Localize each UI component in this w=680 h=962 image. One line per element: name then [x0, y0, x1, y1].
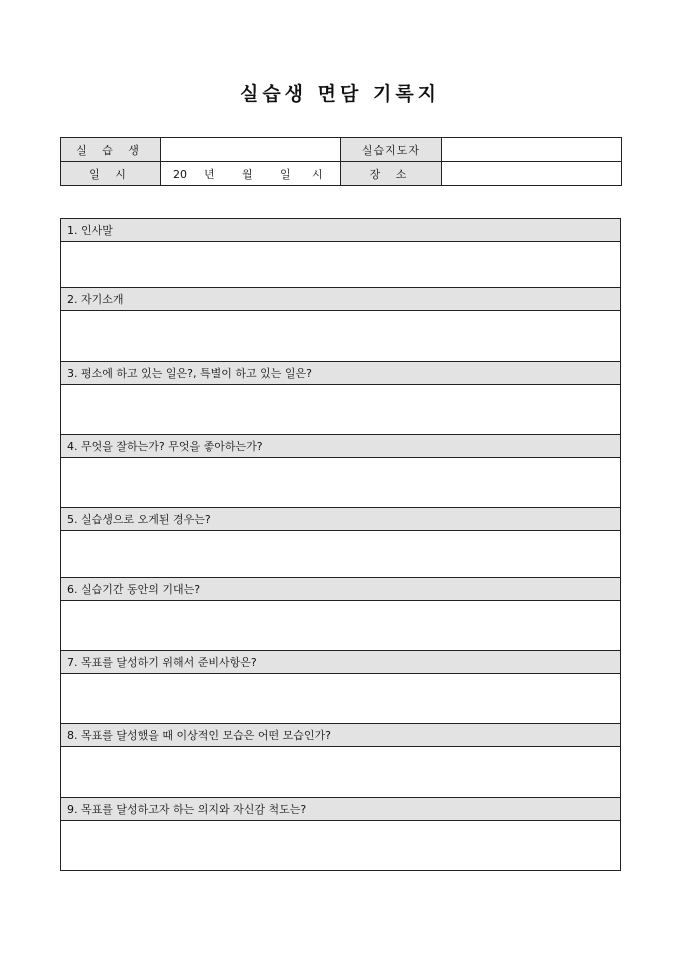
- date-year-prefix: 20: [173, 167, 187, 181]
- date-hour-unit: 시: [312, 167, 323, 181]
- question-block: [61, 724, 620, 798]
- date-year-unit: 년: [204, 167, 215, 181]
- question-block: [61, 508, 620, 578]
- question-label: 4. 무엇을 잘하는가? 무엇을 좋아하는가?: [61, 435, 620, 458]
- info-row-datetime: [61, 162, 622, 186]
- answer-area[interactable]: [61, 531, 620, 578]
- answer-area[interactable]: [61, 747, 620, 798]
- info-table: [60, 137, 622, 186]
- answer-area[interactable]: [61, 601, 620, 651]
- page-title: 실습생 면담 기록지: [239, 83, 441, 105]
- answer-area[interactable]: [61, 242, 620, 288]
- question-label: 5. 실습생으로 오게된 경우는?: [61, 508, 620, 531]
- question-block: [61, 435, 620, 508]
- answer-area[interactable]: [61, 458, 620, 508]
- question-label: 1. 인사말: [61, 219, 620, 242]
- question-block: [61, 798, 620, 870]
- answer-area[interactable]: [61, 311, 620, 362]
- datetime-label: 일 시: [61, 162, 161, 186]
- answer-area[interactable]: [61, 821, 620, 870]
- question-label: 3. 평소에 하고 있는 일은?, 특별이 하고 있는 일은?: [61, 362, 620, 385]
- questions-table: [60, 218, 621, 871]
- place-label: 장 소: [341, 162, 442, 186]
- question-block: [61, 362, 620, 435]
- date-month-unit: 월: [242, 167, 253, 181]
- student-field[interactable]: [161, 138, 341, 162]
- date-day-unit: 일: [280, 167, 291, 181]
- question-label: 8. 목표를 달성했을 때 이상적인 모습은 어떤 모습인가?: [61, 724, 620, 747]
- answer-area[interactable]: [61, 385, 620, 435]
- datetime-field[interactable]: [161, 162, 341, 186]
- question-label: 9. 목표를 달성하고자 하는 의지와 자신감 척도는?: [61, 798, 620, 821]
- question-block: [61, 651, 620, 724]
- info-row-student: [61, 138, 622, 162]
- student-label: 실 습 생: [61, 138, 161, 162]
- question-block: [61, 219, 620, 288]
- supervisor-field[interactable]: [442, 138, 622, 162]
- question-block: [61, 288, 620, 362]
- question-label: 6. 실습기간 동안의 기대는?: [61, 578, 620, 601]
- question-block: [61, 578, 620, 651]
- supervisor-label: 실습지도자: [341, 138, 442, 162]
- question-label: 2. 자기소개: [61, 288, 620, 311]
- answer-area[interactable]: [61, 674, 620, 724]
- question-label: 7. 목표를 달성하기 위해서 준비사항은?: [61, 651, 620, 674]
- place-field[interactable]: [442, 162, 622, 186]
